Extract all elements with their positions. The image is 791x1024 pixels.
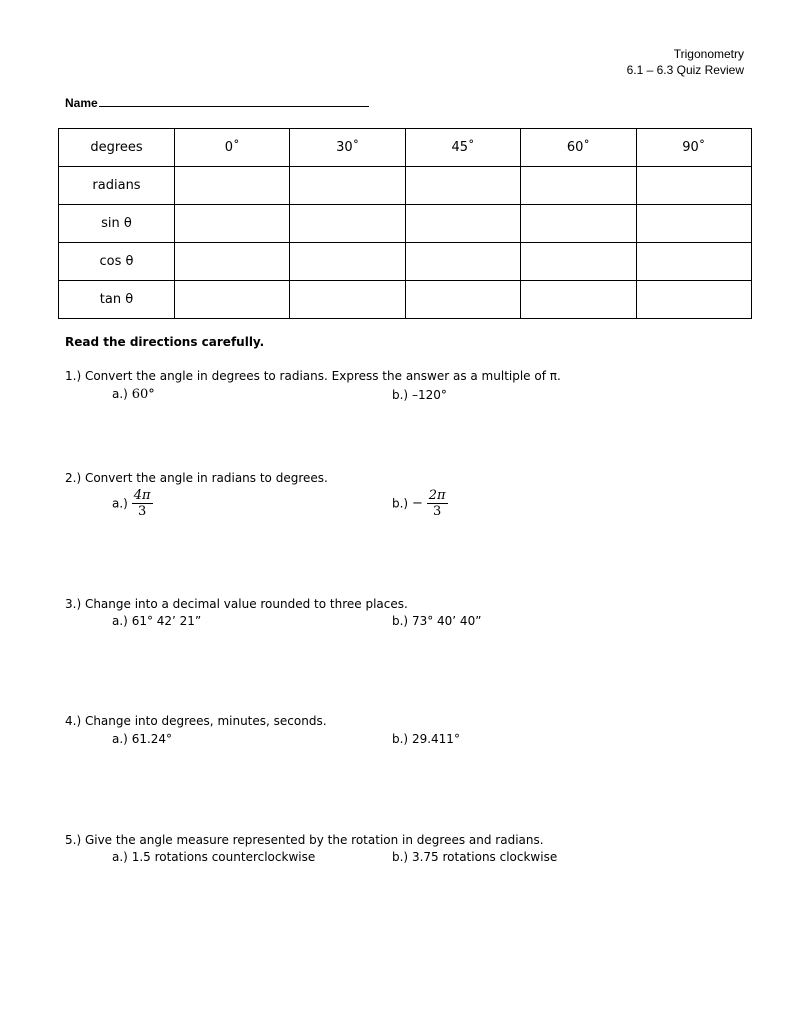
question-1-prompt: 1.) Convert the angle in degrees to radians. Express the answer as a multiple of π. (65, 369, 561, 383)
question-4-part-a (112, 732, 172, 746)
part-label: a.) (112, 732, 128, 746)
table-blank-cell[interactable] (521, 167, 636, 205)
table-blank-cell[interactable] (290, 167, 405, 205)
table-row-cos (59, 243, 752, 281)
table-blank-cell[interactable] (175, 281, 290, 319)
question-3-prompt: 3.) Change into a decimal value rounded to three places. (65, 597, 408, 611)
table-blank-cell[interactable] (290, 243, 405, 281)
part-label: b.) (392, 388, 409, 402)
table-cell-degrees-label: degrees (59, 129, 175, 167)
part-value: 60° (131, 387, 155, 402)
question-5-part-a (112, 850, 315, 864)
question-2-part-b (392, 488, 448, 519)
question-5-part-b (392, 850, 557, 864)
part-value: 61° 42’ 21” (131, 614, 202, 628)
question-4-part-b (392, 732, 460, 746)
part-label: b.) (392, 732, 409, 746)
part-label: a.) (112, 850, 128, 864)
fraction-numerator: 2π (428, 488, 446, 503)
table-row-radians (59, 167, 752, 205)
question-4-prompt: 4.) Change into degrees, minutes, seconds. (65, 714, 327, 728)
table-cell-0-deg: 0˚ (175, 129, 290, 167)
part-label: b.) (392, 496, 409, 511)
table-header-row (59, 129, 752, 167)
directions-heading: Read the directions carefully. (65, 335, 265, 349)
table-cell-45-deg: 45˚ (405, 129, 520, 167)
table-blank-cell[interactable] (636, 167, 751, 205)
table-blank-cell[interactable] (290, 205, 405, 243)
part-label: b.) (392, 850, 409, 864)
fraction-denominator: 3 (432, 504, 442, 519)
question-1-part-a (112, 387, 155, 402)
table-blank-cell[interactable] (405, 281, 520, 319)
name-field (65, 94, 369, 110)
course-name: Trigonometry (673, 47, 744, 61)
question-5-prompt: 5.) Give the angle measure represented by the rotation in degrees and radians. (65, 833, 544, 847)
question-1-part-b (392, 388, 447, 402)
table-row-label: cos θ (59, 243, 175, 281)
trig-values-table (58, 128, 752, 319)
table-row-label: tan θ (59, 281, 175, 319)
table-blank-cell[interactable] (290, 281, 405, 319)
quiz-title: 6.1 – 6.3 Quiz Review (626, 63, 744, 77)
part-value: 73° 40’ 40” (411, 614, 482, 628)
part-label: a.) (112, 614, 128, 628)
table-blank-cell[interactable] (175, 167, 290, 205)
part-label: a.) (112, 387, 128, 401)
name-label: Name (65, 96, 98, 110)
table-cell-90-deg: 90˚ (636, 129, 751, 167)
fraction (132, 488, 153, 519)
question-2-part-a (112, 488, 153, 519)
table-blank-cell[interactable] (521, 281, 636, 319)
question-3-part-a (112, 614, 201, 628)
name-blank-line[interactable] (99, 94, 369, 107)
table-blank-cell[interactable] (521, 243, 636, 281)
fraction-numerator: 4π (133, 488, 151, 503)
part-value: 61.24° (131, 732, 173, 746)
part-value: 29.411° (411, 732, 460, 746)
table-blank-cell[interactable] (636, 243, 751, 281)
fraction (427, 488, 448, 519)
table-cell-30-deg: 30˚ (290, 129, 405, 167)
part-value: 1.5 rotations counterclockwise (131, 850, 316, 864)
document-header (627, 46, 744, 78)
table-blank-cell[interactable] (636, 281, 751, 319)
part-value: 3.75 rotations clockwise (411, 850, 558, 864)
negative-sign: − (411, 496, 423, 511)
question-2-prompt: 2.) Convert the angle in radians to degrees. (65, 471, 328, 485)
fraction-denominator: 3 (137, 504, 147, 519)
table-row-label: sin θ (59, 205, 175, 243)
table-blank-cell[interactable] (521, 205, 636, 243)
table-blank-cell[interactable] (405, 205, 520, 243)
part-value: –120° (411, 388, 447, 402)
table-cell-60-deg: 60˚ (521, 129, 636, 167)
table-blank-cell[interactable] (175, 243, 290, 281)
table-row-sin (59, 205, 752, 243)
table-row-tan (59, 281, 752, 319)
table-blank-cell[interactable] (405, 167, 520, 205)
question-3-part-b (392, 614, 481, 628)
table-blank-cell[interactable] (636, 205, 751, 243)
table-row-label: radians (59, 167, 175, 205)
table-blank-cell[interactable] (175, 205, 290, 243)
table-blank-cell[interactable] (405, 243, 520, 281)
part-label: b.) (392, 614, 409, 628)
part-label: a.) (112, 496, 128, 511)
